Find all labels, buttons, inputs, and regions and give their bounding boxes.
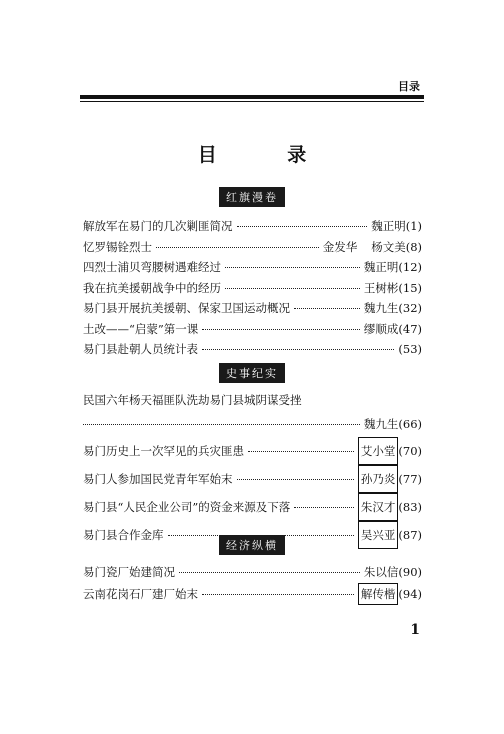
dot-leader <box>83 424 360 425</box>
toc-entry-page: (47) <box>398 321 422 336</box>
page-number: 1 <box>410 622 420 638</box>
section-banner-jingji: 经济纵横 <box>0 534 504 555</box>
header-rule-thin <box>80 101 424 102</box>
toc-entry-title: 易门县开展抗美援朝、保家卫国运动概况 <box>83 301 290 315</box>
toc-entry[interactable] <box>83 583 422 606</box>
page-title: 目 录 <box>197 144 339 166</box>
toc-entry-page: (87) <box>398 527 422 542</box>
toc-entry[interactable] <box>83 465 422 493</box>
dot-leader <box>294 308 360 309</box>
section-banner-shishi: 史事纪实 <box>0 362 504 383</box>
toc-entry-author: 魏九生 <box>363 301 399 315</box>
dot-leader <box>202 594 354 595</box>
toc-entry-title: 民国六年杨天福匪队洗劫易门县城阴谋受挫 <box>83 393 302 407</box>
toc-entry-page: (90) <box>398 565 422 579</box>
toc-entry-title: 易门县“人民企业公司”的资金来源及下落 <box>83 499 291 514</box>
toc-entry[interactable] <box>83 493 422 521</box>
toc-entry[interactable] <box>83 237 422 258</box>
toc-entry-page: (66) <box>398 416 422 431</box>
toc-entry[interactable] <box>83 339 422 360</box>
toc-entry-author: 王树彬 <box>363 280 399 295</box>
toc-entry-title: 易门历史上一次罕见的兵灾匪患 <box>83 443 244 458</box>
header-label: 目录 <box>398 80 420 93</box>
toc-entry-page: (70) <box>398 443 422 458</box>
toc-entry[interactable] <box>83 562 422 583</box>
toc-entry[interactable] <box>83 437 422 465</box>
toc-section-3 <box>83 562 422 605</box>
dot-leader <box>225 288 360 289</box>
toc-entry-author-2: 杨文美 <box>371 239 406 254</box>
toc-entry[interactable] <box>83 216 422 237</box>
toc-entry-page: (8) <box>405 239 422 254</box>
toc-entry-author: 解传楷 <box>358 583 399 606</box>
section-banner-hongqi: 红旗漫卷 <box>0 186 504 207</box>
toc-entry-author: 吴兴亚 <box>358 521 399 549</box>
toc-entry[interactable] <box>83 278 422 299</box>
dot-leader <box>294 507 354 508</box>
toc-entry-page: (77) <box>398 471 422 486</box>
dot-leader <box>202 349 394 350</box>
dot-leader <box>237 479 354 480</box>
toc-entry-title: 易门县合作金库 <box>83 527 164 542</box>
toc-entry-author: 孙乃炎 <box>358 465 399 493</box>
toc-entry-author: 缪顺成 <box>363 321 399 336</box>
toc-entry-author: 魏九生 <box>363 416 399 431</box>
dot-leader <box>225 267 360 268</box>
toc-entry-author: 朱汉才 <box>358 493 399 521</box>
toc-entry-title: 易门人参加国民党青年军始末 <box>83 471 233 486</box>
toc-entry-title: 土改——“启蒙”第一课 <box>83 321 199 336</box>
toc-entry-title: 我在抗美援朝战争中的经历 <box>83 280 221 295</box>
toc-entry-page: (83) <box>398 499 422 514</box>
header-rule-thick <box>80 95 424 99</box>
toc-section-2 <box>83 390 422 549</box>
dot-leader <box>248 451 354 452</box>
toc-entry[interactable] <box>83 298 422 319</box>
toc-entry-title: 易门瓷厂始建简况 <box>83 565 175 579</box>
toc-entry-page: (15) <box>398 280 422 295</box>
dot-leader <box>156 247 319 248</box>
toc-entry-page: (1) <box>405 219 422 233</box>
dot-leader <box>237 226 368 227</box>
toc-entry-author: 朱以信 <box>363 565 399 579</box>
toc-entry-title: 云南花岗石厂建厂始末 <box>83 586 198 601</box>
toc-entry-title: 四烈士浦贝弯腰树遇难经过 <box>83 260 221 274</box>
toc-entry-title: 易门县赴朝人员统计表 <box>83 342 198 356</box>
toc-entry[interactable] <box>83 390 422 437</box>
toc-entry-title: 解放军在易门的几次剿匪简况 <box>83 219 233 233</box>
toc-entry[interactable] <box>83 257 422 278</box>
toc-entry-page: (53) <box>398 342 422 356</box>
toc-entry-author: 魏正明 <box>363 260 399 274</box>
dot-leader <box>202 329 360 330</box>
toc-entry-page: (12) <box>398 260 422 274</box>
dot-leader <box>179 572 360 573</box>
toc-section-1 <box>83 216 422 360</box>
toc-entry-author: 艾小堂 <box>358 437 399 465</box>
toc-entry-title: 忆罗锡铨烈士 <box>83 239 152 254</box>
toc-entry[interactable] <box>83 319 422 340</box>
toc-entry-author: 金发华 <box>322 239 358 254</box>
toc-entry-author: 魏正明 <box>371 219 406 233</box>
toc-entry-page: (94) <box>398 586 422 601</box>
toc-entry-page: (32) <box>398 301 422 315</box>
